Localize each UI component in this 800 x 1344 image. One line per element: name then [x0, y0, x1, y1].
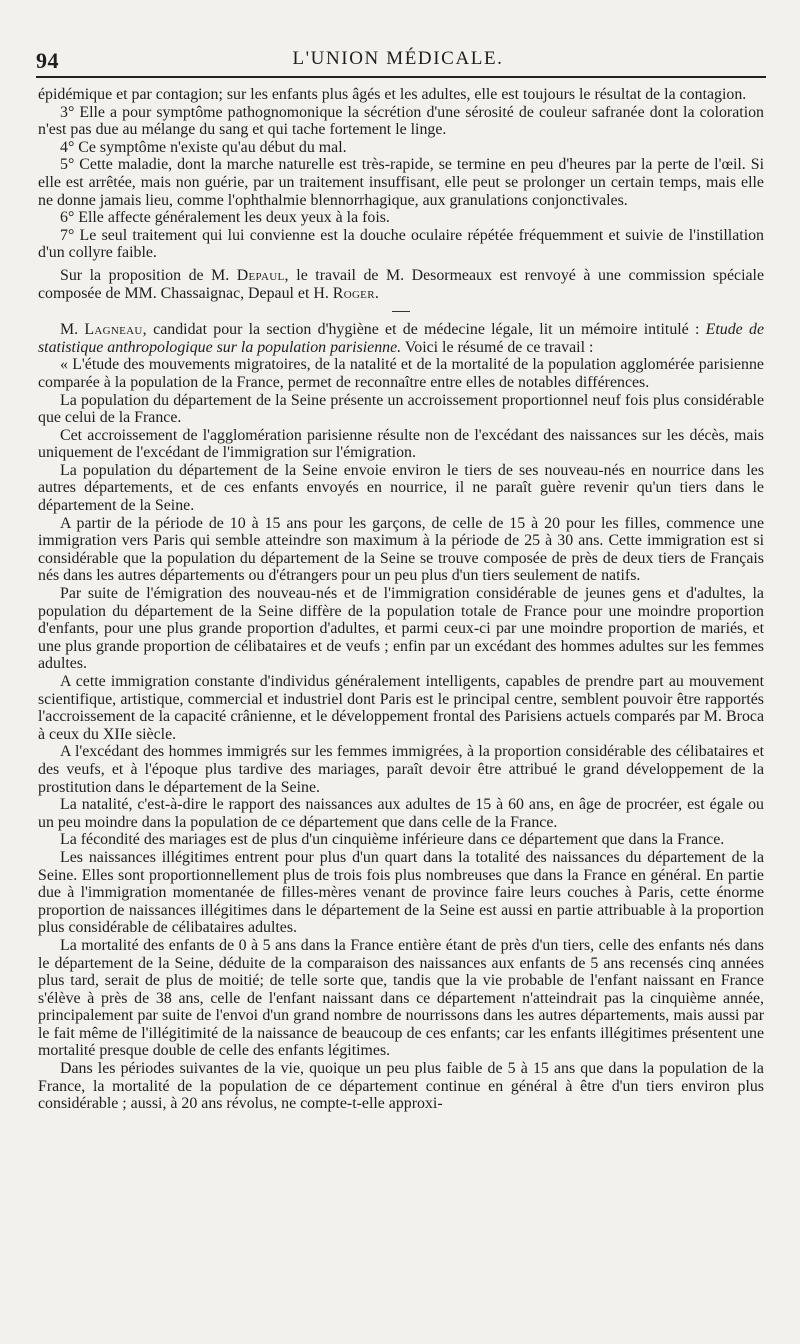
paragraph: 3° Elle a pour symptôme pathognomonique la sécrétion d'une sérosité de couleur safranée dont la coloration n'est pas due au mélange du sang et qui tache fortement le linge. — [38, 103, 764, 139]
paragraph: 7° Le seul traitement qui lui convienne est la douche oculaire répétée fréquemment et suivie de l'instillation d'un collyre faible. — [38, 226, 764, 262]
text-run: Sur la proposition de M. — [60, 266, 237, 284]
author-name-lagneau: Lagneau, — [84, 321, 147, 339]
paragraph: Dans les périodes suivantes de la vie, quoique un peu plus faible de 5 à 15 ans que dans la population de la France, la mortalité de la population de ce département continue en général à être d'un tiers environ plus considérable ; aussi, à 20 ans révolus, ne compte-t-elle approxi- — [38, 1060, 764, 1113]
paragraph: La natalité, c'est-à-dire le rapport des naissances aux adultes de 15 à 60 ans, en âge de procréer, est égale ou un peu moindre dans la population de ce département que dans celle de la France. — [38, 796, 764, 831]
paragraph: A partir de la période de 10 à 15 ans pour les garçons, de celle de 15 à 20 pour les filles, commence une immigration vers Paris qui semble atteindre son maximum à la période de 25 à 30 ans. Cette immigration est si considérable que la population du département de la Seine se trouve composée de près de deux tiers de Français nés dans les autres départements ou d'étrangers pour un peu plus d'un tiers seulement de natifs. — [38, 514, 764, 585]
paragraph: 5° Cette maladie, dont la marche naturelle est très-rapide, se termine en peu d'heures par la perte de l'œil. Si elle est arrêtée, mais non guérie, par un traitement insuffisant, elle peut se prolonger un certain temps, mais elle ne donne jamais lieu, comme l'ophthalmie blennorrhagique, aux granulations conjonctivales. — [38, 156, 764, 209]
page-header — [36, 44, 760, 74]
paragraph: 4° Ce symptôme n'existe qu'au début du mal. — [60, 138, 347, 156]
lagneau-intro-paragraph — [38, 321, 764, 356]
paragraph: A l'excédant des hommes immigrés sur les femmes immigrées, à la proportion considérable des célibataires et des veufs, et à l'époque plus tardive des mariages, paraît devoir être attribué le grand développement de la prostitution dans le département de la Seine. — [38, 743, 764, 796]
paragraph: A cette immigration constante d'individus généralement intelligents, capables de prendre part au mouvement scientifique, artistique, commercial et industriel dont Paris est le principal centre, semblent pouvoir être rapportés l'accroissement de la capacité crânienne, et le développement frontal des Parisiens actuels comparés par M. Broca à ceux du XIIe siècle. — [38, 673, 764, 743]
commission-paragraph — [38, 267, 764, 302]
paragraph: « L'étude des mouvements migratoires, de la natalité et de la mortalité de la population agglomérée parisienne comparée à la population de la France, permet de reconnaître entre elles de notables différences. — [38, 356, 764, 391]
text-run: Voici le résumé de ce travail : — [401, 338, 594, 356]
paragraph: 6° Elle affecte généralement les deux yeux à la fois. — [60, 209, 390, 227]
paragraph: épidémique et par contagion; sur les enfants plus âgés et les adultes, elle est toujours le résultat de la contagion. — [38, 86, 747, 103]
section-separator — [392, 311, 410, 312]
page-number: 94 — [36, 48, 59, 73]
author-name-depaul: Depaul, — [236, 266, 289, 284]
paragraph: Cet accroissement de l'agglomération parisienne résulte non de l'excédant des naissances sur les décès, mais uniquement de l'excédant de l'immigration sur l'émigration. — [38, 426, 764, 462]
header-rule — [36, 76, 766, 78]
text-run: M. — [60, 321, 85, 339]
author-name-roger: Roger. — [332, 284, 380, 302]
paragraph: La fécondité des mariages est de plus d'un cinquième inférieure dans ce département que dans la France. — [60, 831, 725, 849]
running-title: L'UNION MÉDICALE. — [292, 48, 504, 69]
paragraph: La population du département de la Seine envoie environ le tiers de ses nouveau-nés en nourrice dans les autres départements, et de ces enfants envoyés en nourrice, il ne paraît guère revenir qu'un tiers dans le département de la Seine. — [38, 461, 764, 515]
text-run: candidat pour la section d'hygiène et de médecine légale, lit un mémoire intitulé : — [146, 321, 706, 339]
paragraph: La mortalité des enfants de 0 à 5 ans dans la France entière étant de près d'un tiers, celle des enfants nés dans le département de la Seine, déduite de la comparaison des naissances aux enfants de 5 ans recensés cinq années plus tard, serait de plus de moitié; de telle sorte que, tandis que la vie probable de l'enfant naissant en France s'élève à près de 38 ans, celle de l'enfant naissant dans ce département n'atteindrait pas la cinquième année, principalement par suite de l'envoi d'un grand nombre de nourrissons dans les autres départements, mais aussi par le fait même de l'illégitimité de la naissance de beaucoup de ces enfants; car les enfants illégitimes présentent une mortalité presque double de celle des enfants légitimes. — [38, 936, 764, 1060]
paragraph: La population du département de la Seine présente un accroissement proportionnel neuf fois plus considérable que celui de la France. — [38, 391, 764, 427]
text-run: le travail de M. Desormeaux est renvoyé à une commission spéciale composée de MM. Chassaignac, Depaul et H. — [38, 266, 765, 302]
body-text — [38, 86, 764, 1113]
paragraph: Par suite de l'émigration des nouveau-nés et de l'immigration considérable de jeunes gens et d'adultes, la population du département de la Seine diffère de la population totale de France pour une moindre proportion d'enfants, pour une plus grande proportion d'adultes, et parmi ceux-ci par une moindre proportion de mariés, et une plus grande proportion de célibataires et de veufs ; enfin par un excédant des hommes adultes sur les femmes adultes. — [38, 585, 764, 673]
memoir-title: Etude de statistique anthropologique sur la population parisienne. — [38, 321, 764, 356]
paragraph: Les naissances illégitimes entrent pour plus d'un quart dans la totalité des naissances du département de la Seine. Elles sont proportionnellement plus de trois fois plus nombreuses que dans la France en général. En partie due à l'immigration momentanée de filles-mères venant de province faire leurs couches à Paris, cette énorme proportion de naissances illégitimes dans le département de la Seine est aussi en partie attribuable à la proportion plus considérable de célibataires adultes. — [38, 848, 764, 937]
